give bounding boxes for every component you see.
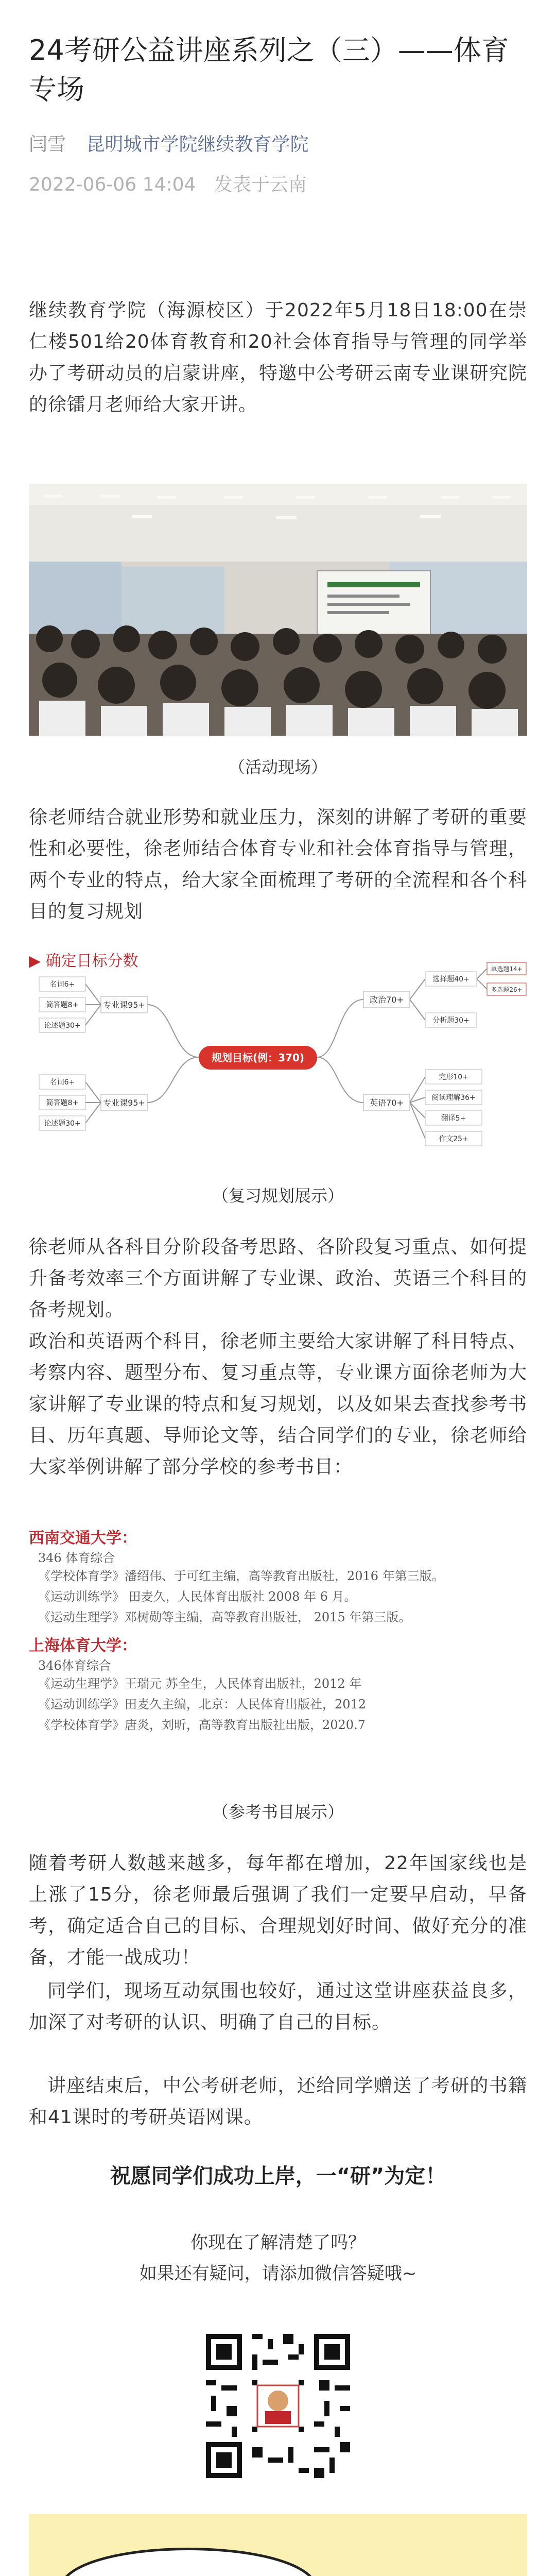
play-icon: ▶: [29, 952, 41, 970]
book-1-2: 《运动训练学》 田麦久，人民体育出版社 2008 年 6 月。: [38, 1589, 357, 1604]
book-2-1: 《运动生理学》王瑞元 苏全生，人民体育出版社，2012 年: [38, 1676, 362, 1691]
leaf-rb-4: 作文25+: [439, 1135, 468, 1143]
publish-location: 发表于云南: [214, 174, 307, 195]
leaf-rt-1: 选择题40+: [432, 975, 470, 984]
mindmap-graph: [29, 948, 527, 1164]
leaf-lt-1: 名词6+: [49, 980, 75, 989]
leaf-rt-2: 分析题30+: [432, 1016, 470, 1025]
book-2-2: 《运动训练学》田麦久主编，北京：人民体育出版社，2012: [38, 1697, 367, 1711]
book-2-3: 《学校体育学》唐炎，刘昕，高等教育出版社出版，2020.7: [38, 1718, 366, 1732]
account-name-link[interactable]: 昆明城市学院继续教育学院: [86, 134, 309, 155]
photo-caption: （活动现场）: [228, 757, 327, 777]
publish-info: [29, 170, 307, 196]
article-meta: [29, 130, 308, 156]
node-right-bottom: 英语70+: [370, 1098, 404, 1108]
leaf-lt-2: 简答题8+: [46, 1001, 79, 1009]
paragraph-importance: 徐老师结合就业形势和就业压力，深刻的讲解了考研的重要性和必要性，徐老师结合体育专业和社会体育指导与管理，两个专业的特点，给大家全面梳理了考研的全流程和各个科目的复习规划: [29, 807, 527, 922]
leaf-rb-3: 翻译5+: [441, 1114, 466, 1123]
follow-banner: [29, 2514, 527, 2576]
refs-caption: （参考书目展示）: [212, 1802, 344, 1822]
leaf-rb-2: 阅读理解36+: [431, 1094, 476, 1102]
leaf-rt-sub-2: 多选题26+: [491, 986, 523, 993]
exam-code-1: 346 体育综合: [38, 1551, 115, 1565]
school-name-2: 上海体育大学：: [29, 1637, 137, 1655]
banner-qr-code[interactable]: [106, 2571, 271, 2576]
paragraph-gift: 讲座结束后，中公考研老师，还给同学赠送了考研的书籍和41课时的考研英语网课。: [29, 2075, 527, 2128]
node-right-top: 政治70+: [370, 995, 404, 1005]
leaf-rb-1: 完形10+: [439, 1073, 468, 1081]
school-name-1: 西南交通大学：: [29, 1529, 137, 1547]
mindmap-center: 规划目标(例：370): [211, 1052, 305, 1064]
paragraph-feedback: 同学们，现场互动氛围也较好，通过这堂讲座获益良多，加深了对考研的认识、明确了自己的目标。: [29, 1980, 527, 2033]
cheer-text: 祝愿同学们成功上岸，一“研”为定！: [110, 2164, 446, 2188]
paragraph-intro: 继续教育学院（海源校区）于2022年5月18日18:00在崇仁楼501给20体育教育和20社会体育指导与管理的同学举办了考研动员的启蒙讲座，特邀中公考研云南专业课研究院的徐镭月老师给大家开讲。: [29, 300, 527, 415]
goal-heading-text: 确定目标分数: [45, 952, 138, 970]
leaf-rt-sub-1: 单选题14+: [491, 965, 523, 973]
closing-question: 你现在了解清楚了吗？: [190, 2232, 366, 2253]
study-plan-mindmap: [29, 948, 527, 1164]
article-title: 24考研公益讲座系列之（三）——体育专场: [29, 34, 509, 106]
exam-code-2: 346体育综合: [38, 1658, 111, 1673]
author-name: 闫雪: [29, 134, 66, 155]
publish-date: 2022-06-06 14:04: [29, 174, 196, 195]
leaf-lb-1: 名词6+: [49, 1078, 75, 1087]
closing-invite: 如果还有疑问，请添加微信答疑哦~: [139, 2263, 417, 2284]
leaf-lt-3: 论述题30+: [44, 1022, 81, 1030]
book-1-1: 《学校体育学》潘绍伟、于可红主编，高等教育出版社，2016 年第三版。: [38, 1569, 444, 1583]
paragraph-details: 政治和英语两个科目，徐老师主要给大家讲解了科目特点、考察内容、题型分布、复习重点等，专业课方面徐老师为大家讲解了专业课的特点和复习规划，以及如果去查找参考书目、历年真题、导师论文等，结合同学们的专业，徐老师给大家举例讲解了部分学校的参考书目：: [29, 1331, 527, 1478]
lecture-photo: [29, 484, 527, 736]
book-1-3: 《运动生理学》邓树勋等主编，高等教育出版社， 2015 年第三版。: [38, 1610, 411, 1624]
reference-books-list: [29, 1525, 527, 1793]
node-left-bottom: 专业课95+: [103, 1098, 145, 1108]
paragraph-advice: 随着考研人数越来越多，每年都在增加，22年国家线也是上涨了15分，徐老师最后强调了我们一定要早启动，早备考，确定适合自己的目标、合理规划好时间、做好充分的准备，才能一战成功！: [29, 1853, 527, 1968]
leaf-lb-2: 简答题8+: [46, 1099, 79, 1107]
node-left-top: 专业课95+: [103, 1000, 145, 1010]
plan-caption: （复习规划展示）: [212, 1186, 344, 1206]
wechat-qr-code[interactable]: [201, 2329, 355, 2483]
paragraph-subjects: 徐老师从各科目分阶段备考思路、各阶段复习重点、如何提升备考效率三个方面讲解了专业课、政治、英语三个科目的备考规划。: [29, 1236, 527, 1320]
leaf-lb-3: 论述题30+: [44, 1120, 81, 1128]
